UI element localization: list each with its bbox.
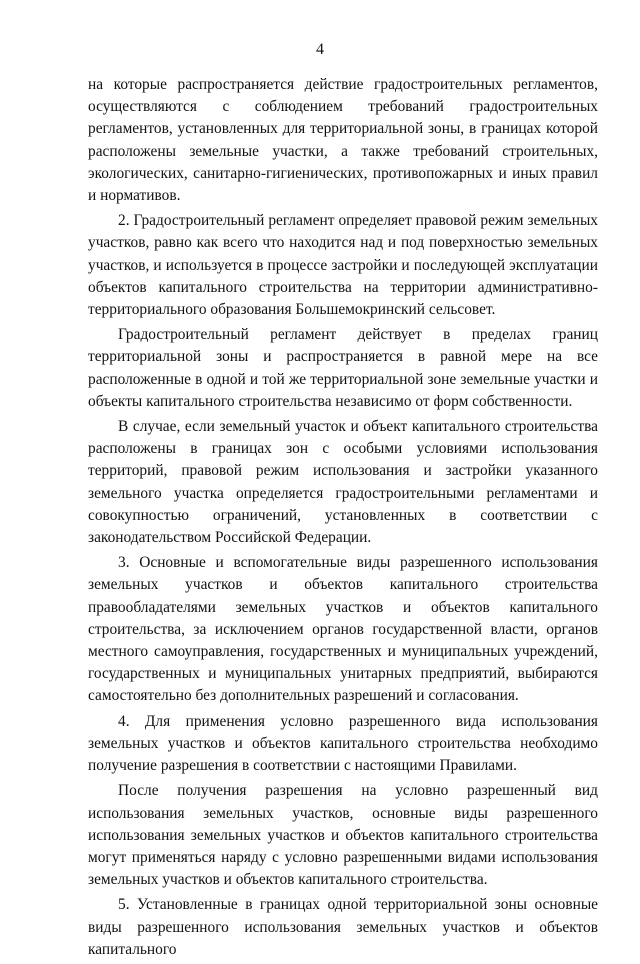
paragraph-special-zones: В случае, если земельный участок и объект капитального строительства расположены в границах зон с особыми условиями использования территорий, правовой режим использования и застройки указанного земельного участка определяется градостроительными регламентами и совокупностью ограничений, установленных в соответствии с законодательством Российской Федерации. <box>88 418 598 547</box>
page-number: 4 <box>316 41 324 58</box>
paragraph-regulation-scope: Градостроительный регламент действует в пределах границ территориальной зоны и распространяется в равной мере на все расположенные в одной и той же территориальной зоне земельные участки и объекты капитального строительства независимо от форм собственности. <box>88 326 598 410</box>
paragraph-item-4: 4. Для применения условно разрешенного вида использования земельных участков и объектов капитального строительства необходимо получение разрешения в соответствии с настоящими Правилами. <box>88 712 598 775</box>
paragraph-after-permission: После получения разрешения на условно разрешенный вид использования земельных участков, основные виды разрешенного использования земельных участков и объектов капитального строительства могут применяться наряду с условно разрешенными видами использования земельных участков и объектов капитального строительства. <box>88 782 598 889</box>
paragraph-item-3: 3. Основные и вспомогательные виды разрешенного использования земельных участков и объектов капитального строительства правообладателями земельных участков и объектов капитального строительства, за исключением органов государственной власти, органов местного самоуправления, государственных и муниципальных учреждений, государственных и муниципальных унитарных предприятий, выбираются самостоятельно без дополнительных разрешений и согласования. <box>88 554 598 705</box>
paragraph-item-5: 5. Установленные в границах одной территориальной зоны основные виды разрешенного использования земельных участков и объектов капитального <box>88 896 598 958</box>
paragraph-item-2: 2. Градостроительный регламент определяет правовой режим земельных участков, равно как всего что находится над и под поверхностью земельных участков, и используется в процессе застройки и последующей эксплуатации объектов капитального строительства на территории административно-территориального образования Большемокринский сельсовет. <box>88 212 598 319</box>
paragraph-continuation: на которые распространяется действие градостроительных регламентов, осуществляются с соблюдением требований градостроительных регламентов, установленных для территориальной зоны, в границах которой расположены земельные участки, а также требований строительных, экологических, санитарно-гигиенических, противопожарных и иных правил и нормативов. <box>88 76 598 205</box>
document-body <box>88 74 598 964</box>
